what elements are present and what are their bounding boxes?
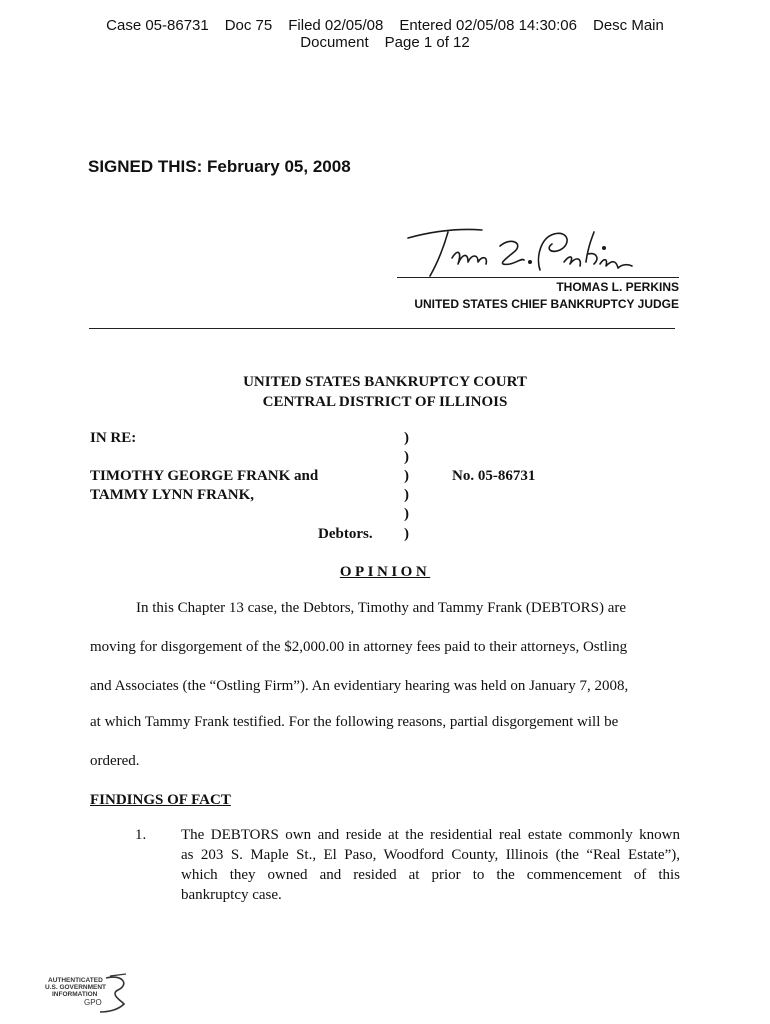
finding-line: which they owned and resided at prior to the commencement of this <box>181 867 680 883</box>
gpo-line-2: U.S. GOVERNMENT <box>45 984 107 991</box>
finding-number: 1. <box>135 827 147 843</box>
gpo-mark: GPO <box>84 998 102 1007</box>
case-number: Case 05-86731 <box>106 17 209 34</box>
case-number-caption: No. 05-86731 <box>452 468 536 484</box>
body-line: moving for disgorgement of the $2,000.00 in attorney fees paid to their attorneys, Ostling <box>90 639 628 655</box>
judge-title: UNITED STATES CHIEF BANKRUPTCY JUDGE <box>414 297 679 311</box>
finding-line: The DEBTORS own and reside at the residential real estate commonly known <box>181 827 680 843</box>
caption-paren: ) <box>404 449 409 465</box>
document-label: Document <box>300 34 369 51</box>
desc: Desc Main <box>592 17 664 34</box>
in-re-label: IN RE: <box>90 430 137 446</box>
filing-header-line-2 <box>0 34 770 51</box>
finding-line: bankruptcy case. <box>181 887 282 903</box>
caption-paren: ) <box>404 506 409 522</box>
body-line: at which Tammy Frank testified. For the following reasons, partial disgorgement will be <box>90 714 619 730</box>
caption-paren: ) <box>404 487 409 503</box>
gpo-line-3: INFORMATION <box>52 991 98 998</box>
body-line: ordered. <box>90 753 140 769</box>
debtors-label: Debtors. <box>318 526 373 542</box>
header-divider <box>89 328 675 329</box>
body-line: and Associates (the “Ostling Firm”). An evidentiary hearing was held on January 7, 2008, <box>90 678 629 694</box>
opinion-heading: OPINION <box>339 564 431 580</box>
judge-name: THOMAS L. PERKINS <box>556 280 679 294</box>
debtor-name-1: TIMOTHY GEORGE FRANK and <box>90 468 319 484</box>
filing-header-line-1 <box>0 17 770 34</box>
caption-paren: ) <box>404 468 409 484</box>
findings-heading: FINDINGS OF FACT <box>90 792 231 808</box>
doc-number: Doc 75 <box>224 17 273 34</box>
court-name: UNITED STATES BANKRUPTCY COURT <box>243 374 527 390</box>
gpo-line-1: AUTHENTICATED <box>48 977 103 984</box>
page-count: Page 1 of 12 <box>384 34 470 51</box>
signature-line <box>397 277 679 278</box>
caption-paren: ) <box>404 526 409 542</box>
gpo-authentication-logo <box>44 972 134 1016</box>
signed-date: SIGNED THIS: February 05, 2008 <box>88 157 351 176</box>
judge-signature <box>400 218 640 280</box>
filed-date: Filed 02/05/08 <box>288 17 384 34</box>
debtor-name-2: TAMMY LYNN FRANK, <box>90 487 255 503</box>
body-line: In this Chapter 13 case, the Debtors, Timothy and Tammy Frank (DEBTORS) are <box>136 600 627 616</box>
entered-date: Entered 02/05/08 14:30:06 <box>399 17 577 34</box>
caption-paren: ) <box>404 430 409 446</box>
court-district: CENTRAL DISTRICT OF ILLINOIS <box>262 394 508 410</box>
finding-line: as 203 S. Maple St., El Paso, Woodford County, Illinois (the “Real Estate”), <box>181 847 680 863</box>
eagle-icon <box>100 977 124 1012</box>
